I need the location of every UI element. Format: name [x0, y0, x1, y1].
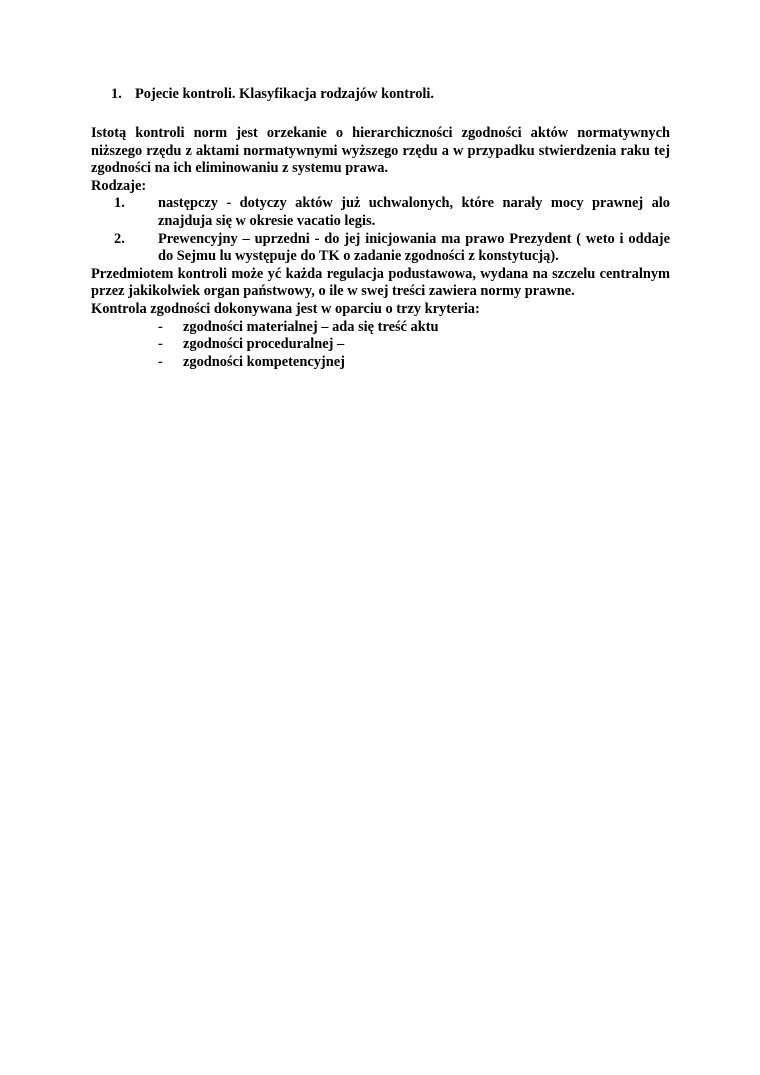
list-item-number: 1. [114, 195, 125, 212]
list-item-text: zgodności kompetencyjnej [183, 353, 345, 370]
list-item-dash: - [158, 336, 163, 353]
list-item-text: Prewencyjny – uprzedni - do jej inicjowania ma prawo Prezydent ( weto i oddaje do Sejmu lu występuje do TK o zadanie zgodności z konstytucją). [158, 230, 670, 265]
list-item-number: 2. [114, 230, 125, 247]
list-item-dash: - [158, 353, 163, 370]
heading-number: 1. [111, 86, 122, 102]
list-item [91, 319, 670, 337]
section-heading [91, 86, 670, 104]
list-item-text: następczy - dotyczy aktów już uchwalonych, które narały mocy prawnej alo znajduja się w okresie vacatio legis. [158, 195, 670, 229]
list-item [91, 231, 670, 266]
list-item [91, 336, 670, 354]
subject-paragraph: Przedmiotem kontroli może yć każda regulacja podustawowa, wydana na szczelu centralnym przez jakikolwiek organ państwowy, o ile w swej treści zawiera normy prawne. [91, 265, 670, 300]
heading-text: Pojecie kontroli. Klasyfikacja rodzajów kontroli. [135, 86, 434, 102]
list-item-dash: - [158, 318, 163, 335]
criteria-list [91, 319, 670, 372]
list-item-text: zgodności proceduralnej – [183, 336, 345, 353]
list-item-text: zgodności materialnej – ada się treść aktu [183, 318, 439, 335]
list-item [91, 354, 670, 372]
types-list [91, 195, 670, 265]
intro-paragraph: Istotą kontroli norm jest orzekanie o hierarchiczności zgodności aktów normatywnych niższego rzędu z aktami normatywnymi wyższego rzędu a w przypadku stwierdzenia raku tej zgodności na ich eliminowaniu z systemu prawa. [91, 125, 670, 177]
document-page [91, 86, 670, 371]
list-item [91, 195, 670, 230]
criteria-intro: Kontrola zgodności dokonywana jest w oparciu o trzy kryteria: [91, 300, 480, 317]
types-label: Rodzaje: [91, 177, 147, 194]
